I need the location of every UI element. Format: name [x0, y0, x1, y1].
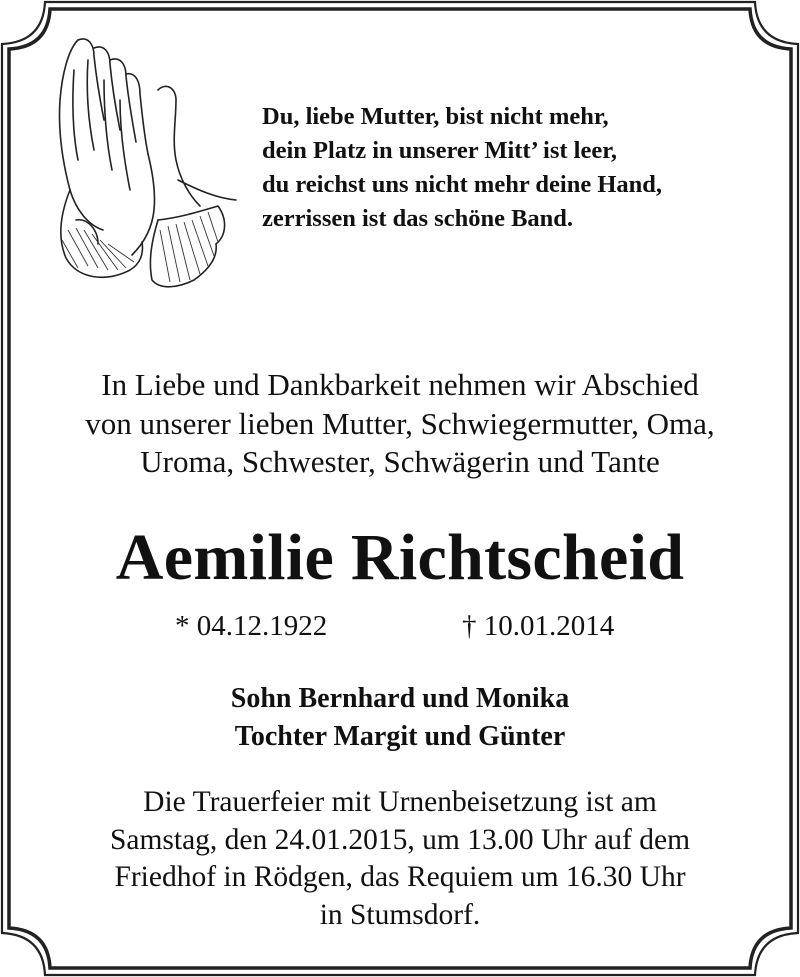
service-line: Samstag, den 24.01.2015, um 13.00 Uhr auf dem: [109, 823, 691, 856]
poem-line: dein Platz in unserer Mitt’ ist leer,: [262, 137, 617, 164]
poem: [262, 100, 662, 236]
praying-hands-icon: [48, 30, 248, 300]
poem-line: Du, liebe Mutter, bist nicht mehr,: [262, 103, 609, 130]
intro-line: Uroma, Schwester, Schwägerin und Tante: [140, 444, 660, 479]
service-line: in Stumsdorf.: [319, 898, 481, 931]
birth-date: * 04.12.1922: [175, 610, 328, 642]
family-members: [0, 680, 800, 756]
farewell-intro: [0, 366, 800, 482]
death-date: † 10.01.2014: [462, 610, 615, 642]
deceased-name: Aemilie Richtscheid: [115, 521, 685, 594]
family-line: Sohn Bernhard und Monika: [230, 683, 570, 714]
poem-line: zerrissen ist das schöne Band.: [262, 205, 574, 232]
poem-line: du reichst uns nicht mehr deine Hand,: [262, 171, 663, 198]
intro-line: In Liebe und Dankbarkeit nehmen wir Abschied: [101, 367, 699, 402]
service-line: Die Trauerfeier mit Urnenbeisetzung ist am: [143, 786, 657, 818]
service-line: Friedhof in Rödgen, das Requiem um 16.30 Uhr: [114, 861, 686, 893]
family-line: Tochter Margit und Günter: [234, 721, 566, 752]
intro-line: von unserer lieben Mutter, Schwiegermutter, Oma,: [85, 405, 715, 441]
funeral-service-info: [0, 784, 800, 934]
